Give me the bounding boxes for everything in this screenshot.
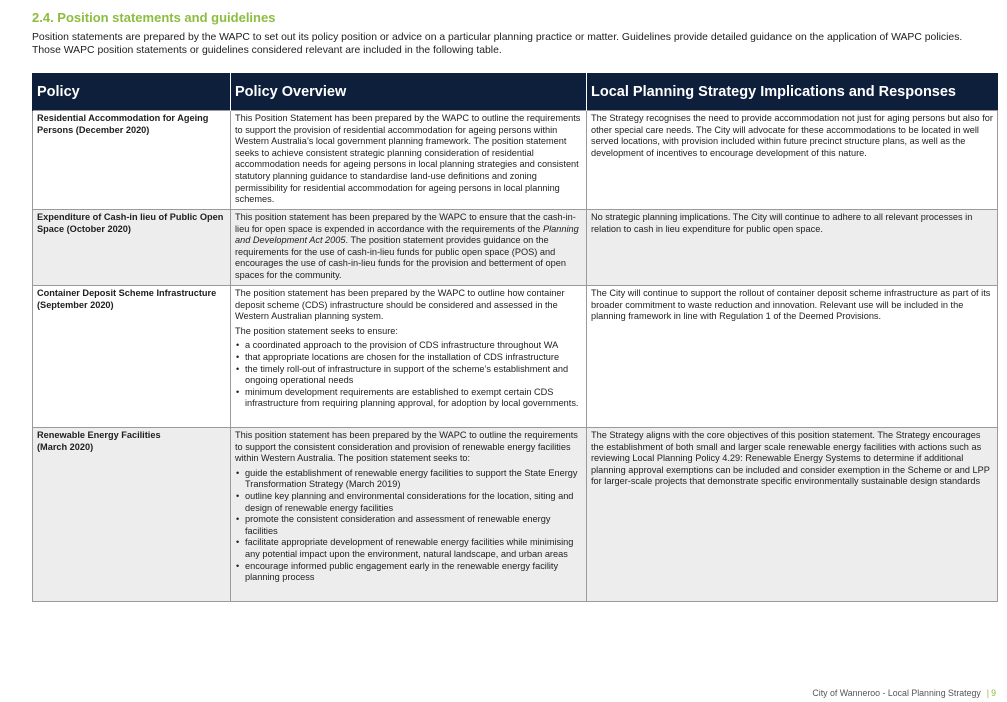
overview-text: . The position statement provides guidance on the requirements for the use of cash-in-lieu funds for public open space (POS) and encourages the use of cash-in-lieu funds for the provision and betterment of open spaces for the community. <box>235 235 566 280</box>
footer-separator: | <box>986 688 990 698</box>
page-footer <box>812 688 996 698</box>
policy-name-cell: Container Deposit Scheme Infrastructure (September 2020) <box>33 286 231 428</box>
list-item: • that appropriate locations are chosen for the installation of CDS infrastructure <box>235 352 582 364</box>
table-row <box>33 428 998 602</box>
act-reference: Planning and Development Act 2005 <box>235 223 579 246</box>
overview-bullet-list <box>235 340 582 410</box>
list-item: • facilitate appropriate development of renewable energy facilities while minimising any potential impact upon the environment, natural landscape, and urban areas <box>235 537 582 560</box>
list-item: • guide the establishment of renewable energy facilities to support the State Energy Transformation Strategy (March 2019) <box>235 468 582 491</box>
overview-text: This position statement has been prepared by the WAPC to ensure that the cash-in-lieu for open space is expended in accordance with the requirements of the <box>235 212 576 234</box>
policy-table <box>32 73 998 602</box>
intro-paragraph: Position statements are prepared by the WAPC to set out its policy position or advice on a particular planning practice or matter. Guidelines provide detailed guidance on the application of WAPC policies. <box>32 32 963 43</box>
overview-text: The position statement has been prepared by the WAPC to outline how container deposit scheme (CDS) infrastructure should be considered and assessed in the Western Australian planning system. <box>235 288 565 322</box>
intro-paragraph: Those WAPC position statements or guidelines considered relevant are included in the following table. <box>32 45 502 56</box>
column-header-response: Local Planning Strategy Implications and Responses <box>587 73 998 111</box>
policy-name-cell: Expenditure of Cash-in lieu of Public Open Space (October 2020) <box>33 210 231 286</box>
list-item: • outline key planning and environmental considerations for the location, siting and design of renewable energy facilities <box>235 491 582 514</box>
list-item: • the timely roll-out of infrastructure in support of the scheme’s establishment and ongoing operational needs <box>235 364 582 387</box>
table-row <box>33 210 998 286</box>
policy-overview-cell: This Position Statement has been prepared by the WAPC to outline the requirements to support the provision of residential accommodation for ageing persons within Western Australia’s local government planning framework. The position statement seeks to achieve consistent strategic planning consideration of residential accommodation needs for ageing persons in local planning strategies and consistent statutory planning guidance to standardise land-use definitions and zoning permissibility for residential accommodation for ageing persons in local planning schemes. <box>231 111 587 210</box>
overview-text: This position statement has been prepared by the WAPC to outline the requirements to support the consistent consideration and provision of renewable energy facilities within Western Australia. The position statement seeks to: <box>235 430 578 464</box>
column-header-policy: Policy <box>33 73 231 111</box>
policy-response-cell: The Strategy recognises the need to provide accommodation not just for aging persons but also for other special care needs. The City will advocate for these accommodations to be located in well served locations, with provision included within future precinct structure plans, as well as the development of incentives to encourage development of this nature. <box>587 111 998 210</box>
policy-response-cell: No strategic planning implications. The City will continue to adhere to all relevant processes in relation to cash in lieu expenditure for public open space. <box>587 210 998 286</box>
footer-document-title: City of Wanneroo - Local Planning Strategy <box>812 688 981 698</box>
table-header-row <box>33 73 998 111</box>
overview-lead: The position statement seeks to ensure: <box>235 325 398 336</box>
policy-overview-cell <box>231 428 587 602</box>
policy-response-cell: The City will continue to support the rollout of container deposit scheme infrastructure as part of its broader commitment to waste reduction and innovation. Relevant use will be included in the planning framework in line with Regulation 1 of the Deemed Provisions. <box>587 286 998 428</box>
list-item: • a coordinated approach to the provision of CDS infrastructure throughout WA <box>235 340 582 352</box>
policy-date-line: (March 2020) <box>37 441 94 452</box>
list-item: • encourage informed public engagement early in the renewable energy facility planning process <box>235 561 582 584</box>
list-item: • promote the consistent consideration and assessment of renewable energy facilities <box>235 514 582 537</box>
policy-overview-cell <box>231 286 587 428</box>
policy-name-cell <box>33 428 231 602</box>
policy-response-cell: The Strategy aligns with the core objectives of this position statement. The Strategy encourages the establishment of both small and larger scale renewable energy facilities with actions such as reviewing Local Planning Policy 4.29: Renewable Energy Systems to determine if additional planning approval exemptions can be included and consider exemption in the Scheme or and LPP for larger-scale projects that demonstrate specific environmentally sustainable design standards <box>587 428 998 602</box>
overview-bullet-list <box>235 468 582 584</box>
policy-name-cell: Residential Accommodation for Ageing Persons (December 2020) <box>33 111 231 210</box>
column-header-overview: Policy Overview <box>231 73 587 111</box>
policy-overview-cell <box>231 210 587 286</box>
list-item: • minimum development requirements are established to exempt certain CDS infrastructure from requiring planning approval, for adoption by local governments. <box>235 387 582 410</box>
section-intro <box>32 31 992 57</box>
table-row <box>33 111 998 210</box>
section-heading: 2.4. Position statements and guidelines <box>32 10 276 25</box>
table-row <box>33 286 998 428</box>
policy-name-line: Renewable Energy Facilities <box>37 430 161 440</box>
page-number: 9 <box>991 688 996 698</box>
